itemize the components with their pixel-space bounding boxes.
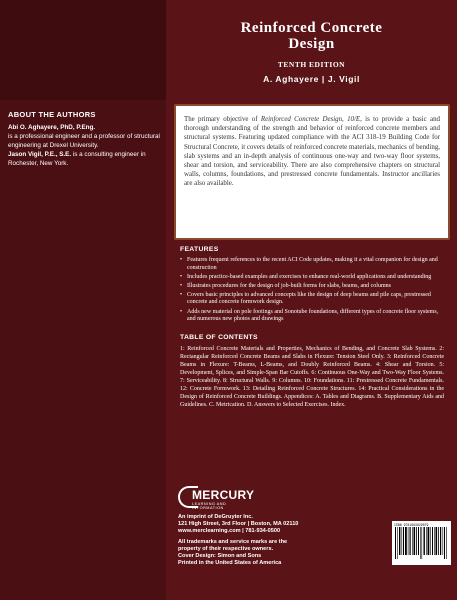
- author2-name: Jason Vigil, P.E., S.E.: [8, 151, 72, 158]
- address-line: 121 High Street, 3rd Floor | Boston, MA 02110: [178, 521, 299, 527]
- publisher-logo: [178, 486, 258, 512]
- contact-line: www.merclearning.com | 781-934-0500: [178, 528, 281, 534]
- features-heading: FEATURES: [180, 246, 219, 253]
- book-title-line2: Design: [288, 36, 335, 52]
- author2-block: [8, 150, 168, 168]
- toc-text: 1: Reinforced Concrete Materials and Properties, Mechanics of Bending, and Concrete Slab Systems. 2: Rectangular Reinforced Concrete Beams and Slabs in Flexure: Tension Steel Only. 3: Reinforced Concrete Beams in Flexure: T-Beams, L-Beams, and Doubly Reinforced Beams. 4: Shear and Torsion. 5: Development, Splices, and Simple-Span Bar Cutoffs. 6: Continuous One-Way and Two-Way Floor Systems. 7: Serviceability. 8: Structural Walls. 9: Columns. 10: Foundations. 11: Prestressed Concrete Fundamentals. 12: Concrete Formwork. 13: Detailing Reinforced Concrete Structures. 14: Practical Considerations in the Design of Reinforced Concrete Buildings. Appendices: A. Tables and Diagrams. B. Supplementary Aids and Guidelines. C. Metrication. D. Answers to Selected Exercises. Index.: [180, 345, 444, 409]
- cover-design-line: Cover Design: Simon and Sons: [178, 553, 262, 559]
- barcode: [392, 521, 451, 565]
- feature-item: • Covers basic principles to advanced concepts like the design of deep beams and pile caps, prestressed concrete and concrete formwork design.: [180, 292, 444, 307]
- barcode-bars-icon: [394, 527, 449, 559]
- left-strip: [0, 0, 166, 600]
- top-band: [0, 0, 166, 100]
- description-box: [174, 104, 450, 240]
- toc-heading: TABLE OF CONTENTS: [180, 333, 258, 341]
- publisher-block: [170, 484, 457, 600]
- edition-label: TENTH EDITION: [277, 60, 346, 69]
- description-text-end: , is to provide a basic and thorough understanding of the strength and behavior of reinforced concrete members and structural systems. Featuring updated compliance with the ACI 318-19 Building Code for Structural Concrete, it covers details of reinforced concrete materials, mechanics of bending, slab systems and an in-depth analysis of continuous one-way and two-way floor systems, shear and torsion, and serviceability. There are also comprehensive chapters on structural walls, columns, foundations, and prestressed concrete fundamentals. Instructor ancillaries are also available.: [184, 116, 440, 188]
- about-authors: [8, 110, 168, 168]
- description-text: [184, 115, 440, 189]
- isbn-text: ISBN 9781683929079: [394, 523, 429, 527]
- publisher-info: [178, 514, 378, 567]
- book-title-line1: Reinforced Concrete: [240, 20, 383, 36]
- feature-item: • Illustrates procedures for the design of job-built forms for slabs, beams, and columns: [180, 283, 444, 291]
- logo-subtitle: LEARNING AND INFORMATION: [192, 502, 227, 510]
- book-title: [166, 20, 457, 52]
- authors-line: A. Aghayere | J. Vigil: [263, 74, 360, 84]
- feature-item: • Adds new material on pole footings and Sonotube foundations, different types of concrete floor systems, and numerous new photos and drawings: [180, 309, 444, 324]
- trademark-line-2: property of their respective owners.: [178, 546, 274, 552]
- feature-item: • Includes practice-based examples and exercises to enhance real-world applications and understanding: [180, 274, 444, 282]
- content-panel: [174, 246, 450, 479]
- description-book-title: Reinforced Concrete Design, 10/E: [260, 116, 361, 123]
- trademark-line-1: All trademarks and service marks are the: [178, 539, 288, 545]
- printed-line: Printed in the United States of America: [178, 560, 282, 566]
- imprint-line: An imprint of DeGruyter Inc.: [178, 514, 253, 520]
- features-list: [180, 257, 444, 324]
- title-block: [166, 0, 457, 100]
- author1-bio: is a professional engineer and a professor of structural engineering at Drexel University.: [8, 133, 160, 149]
- about-heading: ABOUT THE AUTHORS: [8, 110, 96, 119]
- feature-item: • Features frequent references to the recent ACI Code updates, making it a vital companion for design and construction: [180, 257, 444, 272]
- logo-name: MERCURY: [192, 488, 255, 502]
- author2-bio: is a consulting engineer in Rochester, New York.: [8, 151, 146, 167]
- author1-name: Abi O. Aghayere, PhD, P.Eng.: [8, 124, 96, 131]
- author1-block: [8, 123, 168, 150]
- description-text-start: The primary objective of: [184, 116, 261, 123]
